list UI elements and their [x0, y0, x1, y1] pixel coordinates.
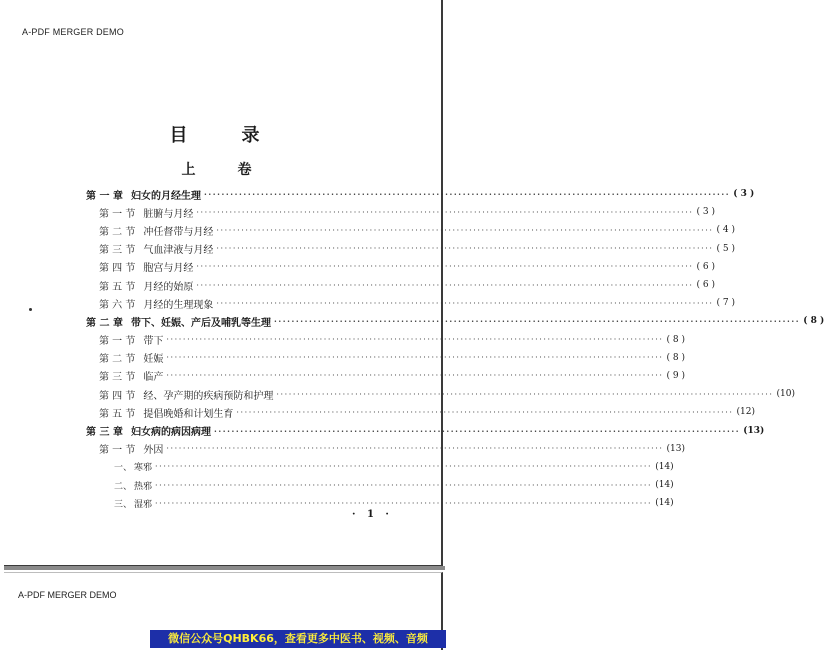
toc-entry-section[interactable] — [86, 276, 715, 294]
dot-leader: ························································································································ — [216, 225, 714, 235]
toc-entry-label: 第 四 节 — [99, 390, 136, 402]
toc-entry-page: ( 6 ) — [696, 261, 715, 272]
toc-entry-page: ( 5 ) — [716, 243, 735, 254]
toc-entry-title: 寒邪 — [134, 463, 153, 474]
toc-entry-section[interactable] — [86, 240, 735, 258]
toc-entry-section[interactable] — [86, 203, 715, 221]
toc-entry-section[interactable] — [86, 258, 715, 276]
toc-entry-title: 月经的生理现象 — [143, 299, 214, 311]
volume-heading: 上 卷 — [181, 162, 266, 178]
dot-leader: ························································································································ — [166, 444, 664, 454]
toc-entry-page: (12) — [736, 407, 755, 418]
dot-leader: ························································································································ — [166, 353, 664, 363]
toc-entry-label: 第 三 节 — [99, 372, 136, 384]
toc-entry-title: 热邪 — [134, 481, 153, 492]
toc-entry-title: 提倡晚婚和计划生育 — [143, 408, 234, 420]
toc-entry-chapter[interactable] — [86, 185, 755, 203]
dot-leader: ························································································································ — [273, 316, 801, 327]
toc-entry-page: ( 8 ) — [666, 334, 685, 345]
toc-entry-section[interactable] — [86, 349, 685, 367]
toc-entry-label: 第 一 节 — [99, 208, 136, 220]
toc-entry-page: ( 4 ) — [716, 225, 735, 236]
dot-leader: ························································································································ — [196, 207, 694, 217]
dot-leader: ························································································································ — [216, 244, 714, 254]
toc-entry-page: (14) — [655, 498, 674, 509]
dot-leader: ························································································································ — [213, 425, 741, 436]
page-number: · 1 · — [352, 509, 393, 520]
toc-entry-label: 第 三 节 — [99, 245, 136, 257]
toc-entry-title: 外因 — [143, 445, 164, 457]
toc-entry-title: 胞宫与月经 — [143, 263, 194, 275]
toc-entry-page: (13) — [743, 425, 765, 436]
page-title: 目 录 — [169, 125, 278, 146]
toc-entry-page: ( 3 ) — [733, 189, 755, 200]
promo-banner[interactable]: 微信公众号QHBK66，查看更多中医书、视频、音频 — [150, 630, 446, 648]
toc-entry-page: ( 8 ) — [666, 352, 685, 363]
dot-leader: ························································································································ — [166, 371, 664, 381]
toc-entry-label: 第 一 章 — [86, 190, 123, 202]
toc-entry-title: 经、孕产期的疾病预防和护理 — [143, 390, 274, 402]
toc-entry-title: 妊娠 — [143, 354, 164, 366]
toc-entry-chapter[interactable] — [86, 312, 824, 330]
toc-entry-page: ( 7 ) — [716, 298, 735, 309]
toc-entry-label: 第 二 章 — [86, 317, 123, 329]
toc-entry-section[interactable] — [86, 440, 685, 458]
toc-entry-title: 临产 — [143, 372, 164, 384]
dot-leader: ························································································································ — [166, 335, 664, 345]
toc-entry-section[interactable] — [86, 294, 735, 312]
toc-entry-title: 脏腑与月经 — [143, 208, 194, 220]
toc-entry-sub[interactable] — [86, 476, 674, 494]
dot-leader: ························································································································ — [155, 462, 653, 472]
toc-entry-label: 第 五 节 — [99, 408, 136, 420]
toc-entry-title: 月经的始原 — [143, 281, 194, 293]
toc-entry-label: 第 一 节 — [99, 445, 136, 457]
toc-entry-page: ( 9 ) — [666, 370, 685, 381]
toc-entry-sub[interactable] — [86, 458, 674, 476]
toc-entry-label: 第 三 章 — [86, 427, 123, 439]
toc-entry-label: 三、 — [114, 499, 133, 510]
toc-entry-page: (10) — [776, 389, 795, 400]
toc-entry-page: ( 6 ) — [696, 280, 715, 291]
dot-leader: ························································································································ — [196, 280, 694, 290]
toc-entry-label: 第 六 节 — [99, 299, 136, 311]
toc-entry-label: 第 二 节 — [99, 354, 136, 366]
watermark-text-page2: A-PDF MERGER DEMO — [18, 590, 117, 600]
toc-entry-label: 第 一 节 — [99, 336, 136, 348]
toc-entry-label: 第 五 节 — [99, 281, 136, 293]
toc-entry-section[interactable] — [86, 331, 685, 349]
dot-leader: ························································································································ — [196, 262, 694, 272]
toc-entry-title: 气血津液与月经 — [143, 245, 214, 257]
toc-entry-label: 一、 — [114, 463, 133, 474]
toc-entry-page: (14) — [655, 480, 674, 491]
toc-entry-title: 带下 — [143, 336, 164, 348]
toc-entry-title: 湿邪 — [134, 499, 153, 510]
toc-entry-section[interactable] — [86, 367, 685, 385]
dot-leader: ························································································································ — [203, 189, 731, 200]
dot-leader: ························································································································ — [276, 389, 774, 399]
toc-entry-page: (13) — [666, 443, 685, 454]
toc-entry-label: 第 四 节 — [99, 263, 136, 275]
dot-leader: ························································································································ — [216, 298, 714, 308]
toc-entry-page: ( 3 ) — [696, 207, 715, 218]
toc-entry-page: (14) — [655, 461, 674, 472]
toc-entry-section[interactable] — [86, 385, 795, 403]
dot-leader: ························································································································ — [155, 498, 653, 508]
table-of-contents — [86, 185, 824, 512]
toc-entry-label: 第 二 节 — [99, 226, 136, 238]
toc-entry-chapter[interactable] — [86, 421, 765, 439]
toc-entry-title: 冲任督带与月经 — [143, 226, 214, 238]
dot-leader: ························································································································ — [155, 480, 653, 490]
toc-entry-title: 妇女病的病因病理 — [130, 427, 211, 439]
toc-entry-page: ( 8 ) — [803, 316, 824, 327]
toc-entry-section[interactable] — [86, 403, 755, 421]
watermark-text: A-PDF MERGER DEMO — [22, 27, 124, 37]
toc-entry-title: 带下、妊娠、产后及哺乳等生理 — [130, 317, 271, 329]
toc-entry-label: 二、 — [114, 481, 133, 492]
document-page — [4, 0, 824, 567]
scan-speck — [29, 308, 32, 311]
toc-entry-section[interactable] — [86, 221, 735, 239]
dot-leader: ························································································································ — [236, 407, 734, 417]
page-shadow — [4, 566, 445, 570]
toc-entry-title: 妇女的月经生理 — [130, 190, 201, 202]
